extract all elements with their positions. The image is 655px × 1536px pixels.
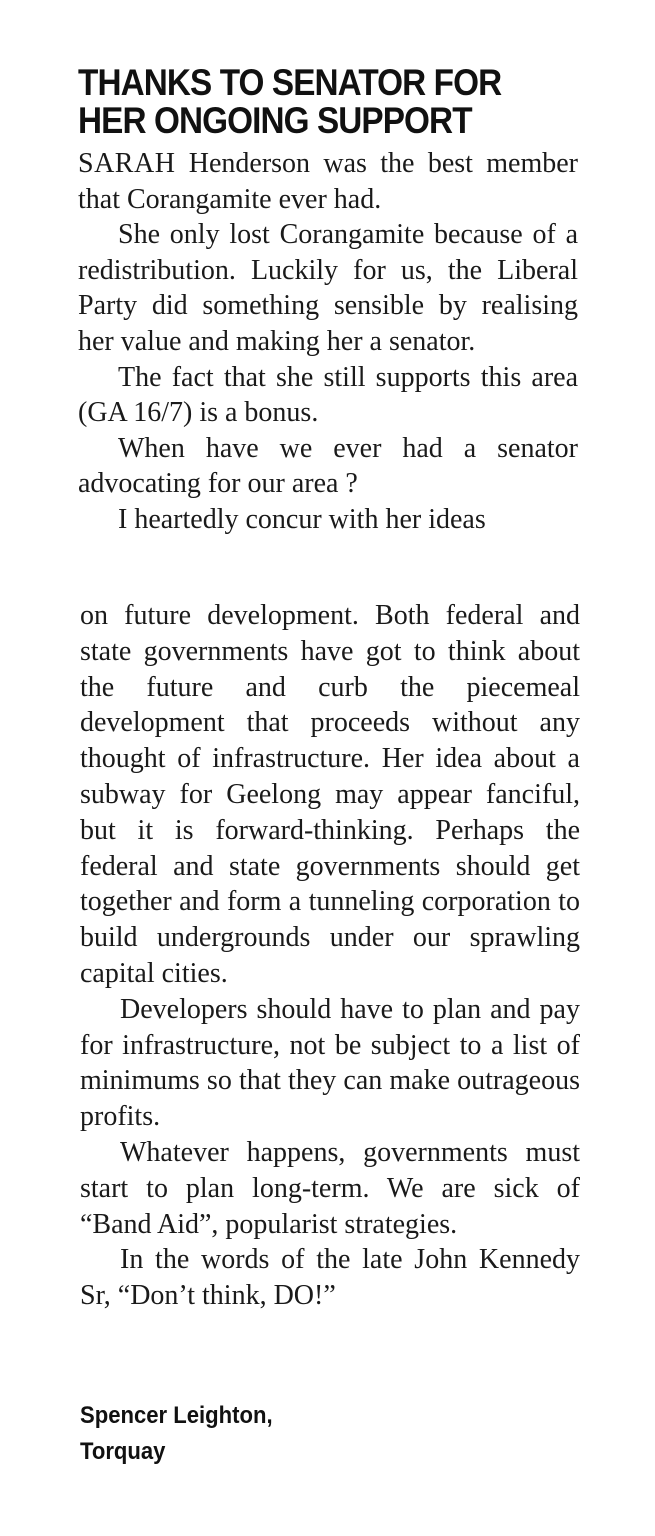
paragraph-6: Developers should have to plan and pay for infrastructure, not be subject to a list of minimums so that they can make outrageous profits. (80, 993, 580, 1133)
letter-body-part-1 (78, 146, 578, 538)
headline-line-2: HER ONGOING SUPPORT (78, 100, 472, 141)
paragraph-5-continued: on future development. Both federal and state governments have got to think about the future and curb the piecemeal development that proceeds without any thought of infrastructure. Her idea about a subway for Geelong may appear fanciful, but it is forward-thinking. Perhaps the federal and state governments should get together and form a tunneling corporation to build undergrounds under our sprawling capital cities. (80, 600, 580, 989)
author-name: Spencer Leighton, (80, 1402, 273, 1429)
headline (78, 64, 546, 140)
paragraph-1 (78, 146, 578, 217)
headline-line-1: THANKS TO SENATOR FOR (78, 62, 502, 103)
paragraph-2: She only lost Corangamite because of a redistribution. Luckily for us, the Liberal Party did something sensible by realising her value and making her a senator. (78, 219, 578, 357)
paragraph-8: In the words of the late John Kennedy Sr, “Don’t think, DO!” (80, 1244, 580, 1312)
paragraph-7: Whatever happens, governments must start to plan long-term. We are sick of “Band Aid”, popularist strategies. (80, 1136, 580, 1240)
letter-body-part-2 (80, 598, 580, 1314)
paragraph-1-lead: SARAH (78, 148, 176, 179)
paragraph-5-start: I heartedly concur with her ideas (118, 503, 486, 535)
author-location: Torquay (80, 1438, 166, 1465)
paragraph-4: When have we ever had a senator advocating for our area ? (78, 432, 578, 500)
paragraph-1-text: Henderson was the best member that Corangamite ever had. (78, 148, 578, 215)
signoff (80, 1398, 273, 1470)
paragraph-3: The fact that she still supports this area (GA 16/7) is a bonus. (78, 361, 578, 429)
